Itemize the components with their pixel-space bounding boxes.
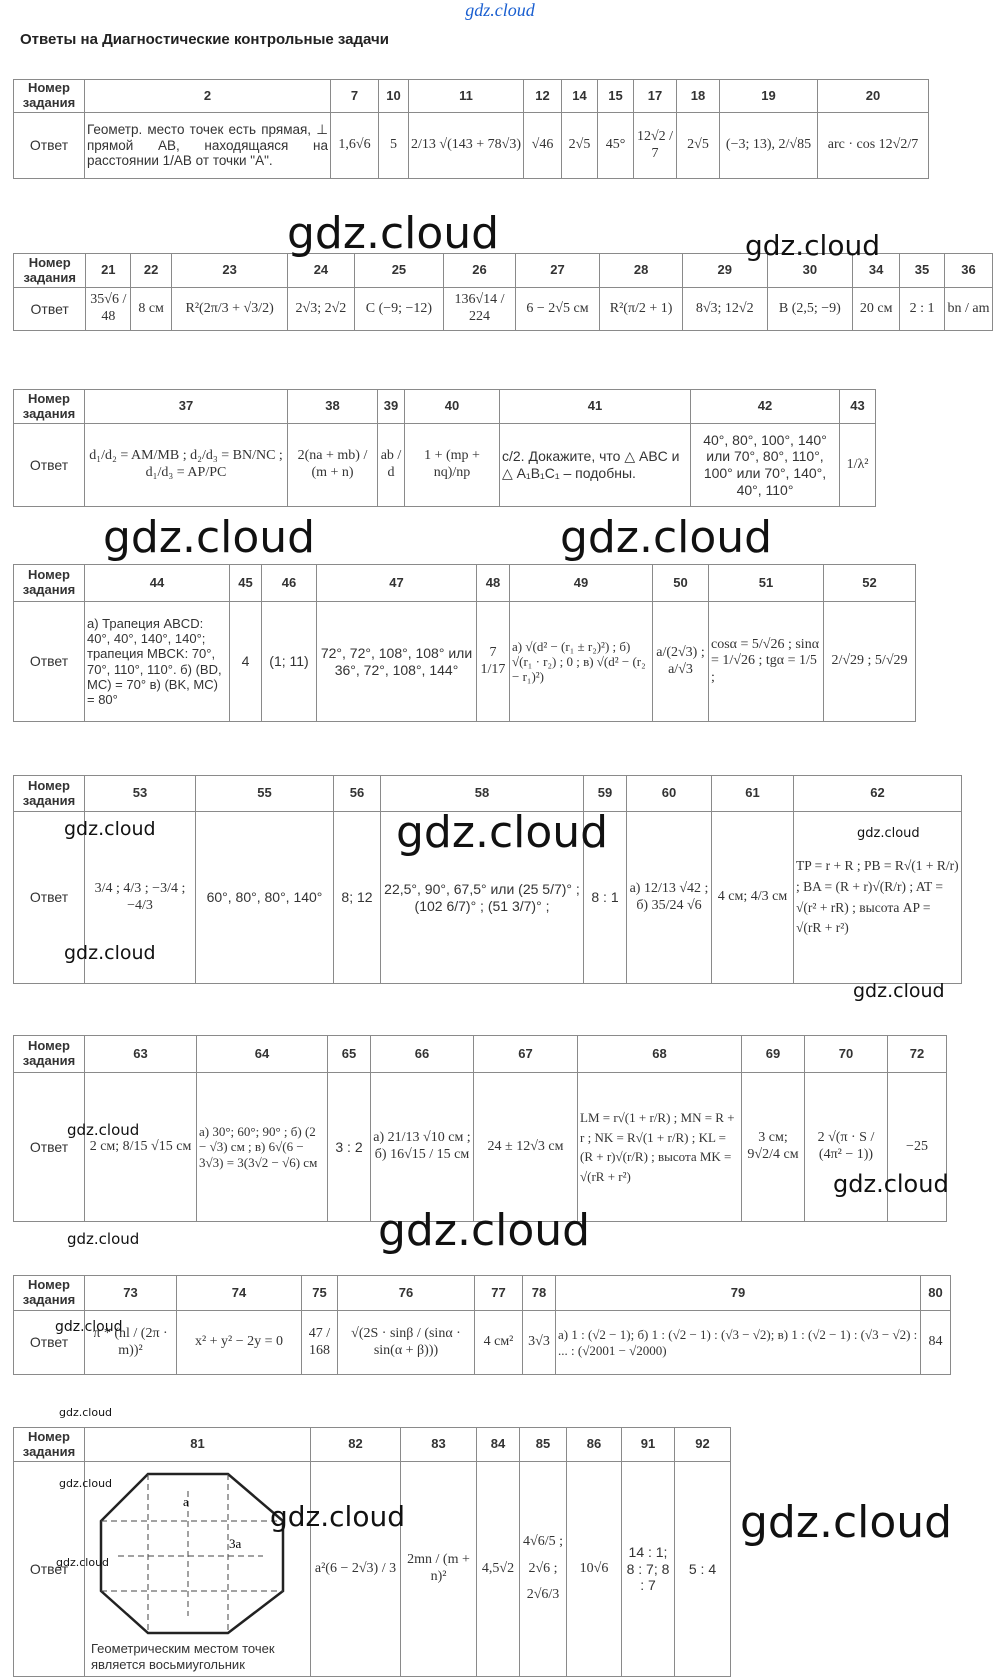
watermark: gdz.cloud — [67, 1230, 140, 1248]
task-number: 18 — [677, 80, 720, 113]
task-number-header: Номер задания — [14, 565, 85, 602]
answer-cell: cosα = 5/√26 ; sinα = 1/√26 ; tgα = 1/5 ; — [709, 602, 824, 722]
task-number: 61 — [712, 776, 794, 812]
task-number: 52 — [824, 565, 916, 602]
task-number: 49 — [510, 565, 653, 602]
task-number: 27 — [515, 254, 600, 288]
answers-table-3 — [13, 389, 876, 507]
answer-label: Ответ — [14, 288, 86, 331]
answers-table-2 — [13, 253, 993, 331]
task-number: 41 — [500, 390, 691, 424]
answer-cell: d₁/d₂ = AM/MB ; d₂/d₃ = BN/NC ; d₁/d₃ = AP/PC — [85, 424, 288, 507]
answer-cell: 4,5√2 — [477, 1462, 520, 1677]
answer-cell: 84 — [921, 1311, 951, 1375]
answer-cell: 1,6√6 — [331, 113, 379, 179]
answer-label: Ответ — [14, 1311, 85, 1375]
answer-cell: 1/λ² — [840, 424, 876, 507]
task-number-header: Номер задания — [14, 254, 86, 288]
answers-table-4 — [13, 564, 916, 722]
answer-label: Ответ — [14, 812, 85, 984]
task-number: 70 — [805, 1036, 888, 1073]
answer-cell: 12√2 / 7 — [634, 113, 677, 179]
site-logo[interactable]: gdz.cloud — [465, 0, 535, 20]
answers-table-7 — [13, 1275, 951, 1375]
watermark: gdz.cloud — [740, 1497, 953, 1548]
answer-cell: 8 см — [131, 288, 172, 331]
task-number: 34 — [853, 254, 900, 288]
watermark: gdz.cloud — [853, 980, 945, 1002]
task-number: 79 — [556, 1276, 921, 1311]
task-number-header: Номер задания — [14, 1276, 85, 1311]
answer-cell: 136√14 / 224 — [444, 288, 515, 331]
task-number: 58 — [381, 776, 584, 812]
task-number: 81 — [85, 1428, 311, 1462]
task-number: 28 — [600, 254, 683, 288]
watermark: gdz.cloud — [103, 512, 316, 563]
task-number: 39 — [378, 390, 405, 424]
task-number: 63 — [85, 1036, 197, 1073]
answer-cell: 4 см; 4/3 см — [712, 812, 794, 984]
answers-table-1 — [13, 79, 929, 179]
answer-cell: 2 √(π · S / (4π² − 1)) — [805, 1073, 888, 1222]
answer-cell: 8; 12 — [334, 812, 381, 984]
task-number: 72 — [888, 1036, 947, 1073]
answer-cell: √46 — [524, 113, 562, 179]
watermark: gdz.cloud — [56, 1556, 110, 1569]
answer-cell: 47 / 168 — [302, 1311, 338, 1375]
answer-cell: (1; 11) — [262, 602, 317, 722]
task-number: 21 — [86, 254, 131, 288]
task-number: 69 — [742, 1036, 805, 1073]
task-number: 75 — [302, 1276, 338, 1311]
task-number: 68 — [578, 1036, 742, 1073]
task-number: 43 — [840, 390, 876, 424]
task-number: 64 — [197, 1036, 328, 1073]
task-number: 40 — [405, 390, 500, 424]
answer-cell: Геометр. место точек есть прямая, ⊥ прямой AB, находящаяся на расстоянии 1/AB от точки "А". — [85, 113, 331, 179]
task-number: 74 — [177, 1276, 302, 1311]
task-number: 25 — [354, 254, 444, 288]
task-number: 76 — [338, 1276, 475, 1311]
task-number: 44 — [85, 565, 230, 602]
task-number: 24 — [288, 254, 354, 288]
answer-label: Ответ — [14, 1462, 85, 1677]
task-number-header: Номер задания — [14, 390, 85, 424]
task-number: 17 — [634, 80, 677, 113]
answer-cell: 3 : 2 — [328, 1073, 371, 1222]
watermark: gdz.cloud — [287, 208, 500, 259]
answer-cell: а) 12/13 √42 ; б) 35/24 √6 — [627, 812, 712, 984]
task-number: 62 — [794, 776, 962, 812]
figure-caption: Геометрическим местом точек является восьмиугольник — [91, 1640, 275, 1672]
answer-cell: 2 см; 8/15 √15 см — [85, 1073, 197, 1222]
task-number: 35 — [900, 254, 945, 288]
task-number: 60 — [627, 776, 712, 812]
task-number: 12 — [524, 80, 562, 113]
answer-cell: а) 1 : (√2 − 1); б) 1 : (√2 − 1) : (√3 − √2); в) 1 : (√2 − 1) : (√3 − √2) : ... : (√2001 − √2000) — [556, 1311, 921, 1375]
answer-cell: 3√3 — [523, 1311, 556, 1375]
answer-cell: 7 1/17 — [477, 602, 510, 722]
task-number: 30 — [767, 254, 853, 288]
page-title: Ответы на Диагностические контрольные задачи — [20, 31, 389, 48]
task-number: 85 — [520, 1428, 567, 1462]
task-number: 36 — [944, 254, 992, 288]
watermark: gdz.cloud — [560, 512, 773, 563]
watermark: gdz.cloud — [55, 1319, 123, 1335]
answer-cell: a²(6 − 2√3) / 3 — [311, 1462, 401, 1677]
answer-cell: а) Трапеция ABCD: 40°, 40°, 140°, 140°; трапеция MBCK: 70°, 70°, 110°, 110°. б) (BD, MC) = 70° в) (BK, MC) = 80° — [85, 602, 230, 722]
task-number: 42 — [691, 390, 840, 424]
task-number: 19 — [720, 80, 818, 113]
answer-cell: 2/13 √(143 + 78√3) — [409, 113, 524, 179]
answer-label: Ответ — [14, 113, 85, 179]
task-number: 7 — [331, 80, 379, 113]
answer-cell: R²(2π/3 + √3/2) — [172, 288, 288, 331]
task-number: 38 — [288, 390, 378, 424]
task-number: 66 — [371, 1036, 474, 1073]
answer-cell: 22,5°, 90°, 67,5° или (25 5/7)° ; (102 6/7)° ; (51 3/7)° ; — [381, 812, 584, 984]
watermark: gdz.cloud — [64, 818, 156, 840]
task-number: 91 — [622, 1428, 675, 1462]
task-number: 92 — [675, 1428, 731, 1462]
answer-cell: а) 21/13 √10 см ; б) 16√15 / 15 см — [371, 1073, 474, 1222]
task-number: 55 — [196, 776, 334, 812]
answer-cell: 3/4 ; 4/3 ; −3/4 ; −4/3 — [85, 812, 196, 984]
answer-cell: c/2. Докажите, что △ ABC и △ A₁B₁C₁ – подобны. — [500, 424, 691, 507]
answer-cell: 8 : 1 — [584, 812, 627, 984]
watermark: gdz.cloud — [59, 1477, 113, 1490]
task-number: 15 — [598, 80, 634, 113]
answer-cell: 2√5 — [562, 113, 598, 179]
task-number: 78 — [523, 1276, 556, 1311]
answer-cell: 14 : 1; 8 : 7; 8 : 7 — [622, 1462, 675, 1677]
task-number: 50 — [653, 565, 709, 602]
answer-cell: 20 см — [853, 288, 900, 331]
task-number-header: Номер задания — [14, 1036, 85, 1073]
answer-cell: 4 см² — [475, 1311, 523, 1375]
answer-label: Ответ — [14, 602, 85, 722]
task-number: 29 — [682, 254, 767, 288]
answer-cell: ab / d — [378, 424, 405, 507]
task-number: 10 — [379, 80, 409, 113]
watermark: gdz.cloud — [64, 942, 156, 964]
task-number-header: Номер задания — [14, 776, 85, 812]
answer-cell: а) 30°; 60°; 90° ; б) (2 − √3) см ; в) 6√(6 − 3√3) = 3(3√2 − √6) см — [197, 1073, 328, 1222]
watermark: gdz.cloud — [396, 807, 609, 858]
task-number-header: Номер задания — [14, 80, 85, 113]
task-number: 11 — [409, 80, 524, 113]
watermark: gdz.cloud — [59, 1406, 113, 1419]
task-number: 23 — [172, 254, 288, 288]
answer-cell: 2 : 1 — [900, 288, 945, 331]
octagon-drawing — [93, 1466, 303, 1641]
watermark: gdz.cloud — [270, 1500, 405, 1533]
task-number: 56 — [334, 776, 381, 812]
answer-cell: 2√3; 2√2 — [288, 288, 354, 331]
answer-cell-figure — [85, 1462, 311, 1677]
answer-cell: 2/√29 ; 5/√29 — [824, 602, 916, 722]
answer-cell: 40°, 80°, 100°, 140° или 70°, 80°, 110°, 100° или 70°, 140°, 40°, 110° — [691, 424, 840, 507]
task-number: 2 — [85, 80, 331, 113]
watermark: gdz.cloud — [745, 229, 880, 262]
answer-cell: 45° — [598, 113, 634, 179]
answer-cell: 35√6 / 48 — [86, 288, 131, 331]
figure-label-3a: 3a — [228, 1535, 241, 1551]
answer-cell: a/(2√3) ; a/√3 — [653, 602, 709, 722]
answer-label: Ответ — [14, 424, 85, 507]
answer-cell: TP = r + R ; PB = R√(1 + R/r) ; BA = (R + r)√(R/r) ; AT = √(r² + rR) ; высота AP = √(rR + r²) — [794, 812, 962, 984]
answer-cell: а) √(d² − (r₁ ± r₂)²) ; б) √(r₁ · r₂) ; 0 ; в) √(d² − (r₂ − r₁)²) — [510, 602, 653, 722]
task-number: 83 — [401, 1428, 477, 1462]
task-number: 80 — [921, 1276, 951, 1311]
task-number: 53 — [85, 776, 196, 812]
task-number: 67 — [474, 1036, 578, 1073]
task-number: 77 — [475, 1276, 523, 1311]
task-number: 82 — [311, 1428, 401, 1462]
answer-label: Ответ — [14, 1073, 85, 1222]
answer-cell: LM = r√(1 + r/R) ; MN = R + r ; NK = R√(1 + r/R) ; KL = (R + r)√(r/R) ; высота MK = √(rR + r²) — [578, 1073, 742, 1222]
task-number: 20 — [818, 80, 929, 113]
answer-cell: π * (nl / (2π · m))² — [85, 1311, 177, 1375]
task-number: 86 — [567, 1428, 622, 1462]
task-number: 73 — [85, 1276, 177, 1311]
answer-cell: 60°, 80°, 80°, 140° — [196, 812, 334, 984]
answer-cell: 2(na + mb) / (m + n) — [288, 424, 378, 507]
task-number: 47 — [317, 565, 477, 602]
octagon-figure — [93, 1466, 303, 1641]
answer-cell: R²(π/2 + 1) — [600, 288, 683, 331]
answer-cell: 8√3; 12√2 — [682, 288, 767, 331]
answer-cell: 10√6 — [567, 1462, 622, 1677]
task-number: 37 — [85, 390, 288, 424]
task-number: 51 — [709, 565, 824, 602]
answer-cell: arc · cos 12√2/7 — [818, 113, 929, 179]
task-number: 46 — [262, 565, 317, 602]
answer-cell: √(2S · sinβ / (sinα · sin(α + β))) — [338, 1311, 475, 1375]
answer-cell: 5 — [379, 113, 409, 179]
task-number: 22 — [131, 254, 172, 288]
task-number-header: Номер задания — [14, 1428, 85, 1462]
answer-cell: 1 + (mp + nq)/np — [405, 424, 500, 507]
watermark: gdz.cloud — [833, 1170, 949, 1198]
answer-cell: 2√5 — [677, 113, 720, 179]
answer-cell: C (−9; −12) — [354, 288, 444, 331]
watermark: gdz.cloud — [857, 826, 920, 841]
answer-cell: 2mn / (m + n)² — [401, 1462, 477, 1677]
watermark: gdz.cloud — [378, 1205, 591, 1256]
answers-table-6 — [13, 1035, 947, 1222]
watermark: gdz.cloud — [67, 1121, 140, 1139]
answer-cell: x² + y² − 2y = 0 — [177, 1311, 302, 1375]
answers-table-8 — [13, 1427, 731, 1677]
answer-cell: 6 − 2√5 см — [515, 288, 600, 331]
task-number: 14 — [562, 80, 598, 113]
answer-cell: 5 : 4 — [675, 1462, 731, 1677]
task-number: 59 — [584, 776, 627, 812]
answer-cell: 4 — [230, 602, 262, 722]
task-number: 84 — [477, 1428, 520, 1462]
figure-label-a: a — [182, 1493, 189, 1509]
task-number: 65 — [328, 1036, 371, 1073]
answer-cell: 3 см; 9√2/4 см — [742, 1073, 805, 1222]
answer-cell: bn / am — [944, 288, 992, 331]
task-number: 26 — [444, 254, 515, 288]
answer-cell: (−3; 13), 2/√85 — [720, 113, 818, 179]
answer-cell: B (2,5; −9) — [767, 288, 853, 331]
answer-cell: 24 ± 12√3 см — [474, 1073, 578, 1222]
answer-cell: 4√6/5 ; 2√6 ; 2√6/3 — [520, 1462, 567, 1677]
task-number: 45 — [230, 565, 262, 602]
task-number: 48 — [477, 565, 510, 602]
answer-cell: −25 — [888, 1073, 947, 1222]
answer-cell: 72°, 72°, 108°, 108° или 36°, 72°, 108°, 144° — [317, 602, 477, 722]
